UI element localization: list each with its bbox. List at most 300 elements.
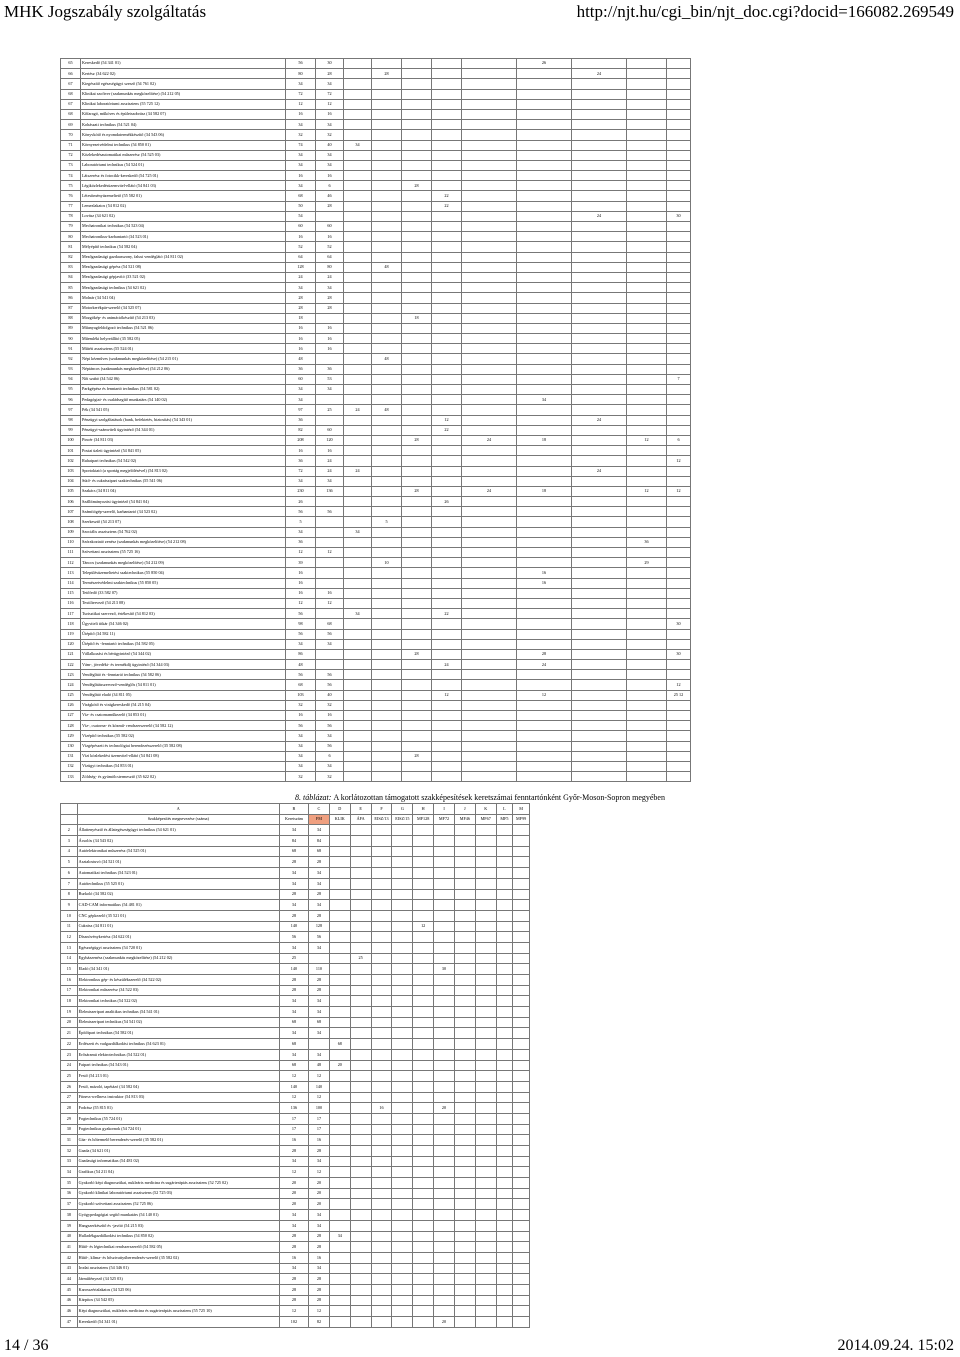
quota-cell	[434, 1167, 455, 1178]
column-header: MF46	[454, 814, 475, 825]
quota-cell	[667, 272, 691, 282]
quota-cell	[372, 140, 402, 150]
quota-cell	[475, 857, 496, 868]
quota-cell: 28	[286, 303, 316, 313]
quota-cell	[402, 629, 432, 639]
quota-cell	[372, 629, 402, 639]
table-row	[61, 517, 691, 527]
row-number: 38	[61, 1210, 78, 1221]
quota-cell	[667, 385, 691, 395]
quota-cell	[513, 1274, 530, 1285]
qualification-name: Mélyépítő technikus (54 582 04)	[81, 242, 286, 252]
quota-cell: 25	[316, 405, 344, 415]
quota-cell	[475, 1210, 496, 1221]
quota-cell: 34	[279, 1210, 308, 1221]
quota-cell	[413, 1252, 434, 1263]
table-row	[61, 1188, 530, 1199]
quota-cell: 24	[462, 435, 517, 445]
quota-cell	[475, 1156, 496, 1167]
quota-cell: 20	[309, 1178, 330, 1189]
quota-cell	[627, 181, 667, 191]
quota-cell: 12	[279, 1167, 308, 1178]
quota-cell	[667, 700, 691, 710]
quota-cell	[572, 395, 627, 405]
quota-cell: 136	[316, 486, 344, 496]
quota-cell	[627, 446, 667, 456]
quota-cell	[402, 446, 432, 456]
quota-cell	[350, 1220, 371, 1231]
quota-cell	[350, 1199, 371, 1210]
quota-cell	[434, 1071, 455, 1082]
table-row	[61, 232, 691, 242]
qualification-name: Női szabó (34 542 06)	[81, 374, 286, 384]
quota-cell	[572, 548, 627, 558]
quota-cell	[432, 670, 462, 680]
quota-cell	[462, 548, 517, 558]
quota-cell: 16	[286, 323, 316, 333]
quota-cell	[344, 435, 372, 445]
quota-cell	[316, 527, 344, 537]
row-number: 31	[61, 1135, 78, 1146]
quota-cell: 22	[432, 191, 462, 201]
quota-cell	[572, 201, 627, 211]
quota-cell	[329, 1252, 350, 1263]
quota-cell	[513, 1071, 530, 1082]
row-number: 46	[61, 1306, 78, 1317]
quota-cell	[462, 690, 517, 700]
qualification-name: Postai üzleti ügyintéző (54 841 05)	[81, 446, 286, 456]
row-number: 43	[61, 1263, 78, 1274]
quota-cell	[344, 568, 372, 578]
quota-cell	[667, 313, 691, 323]
quota-cell: 18	[286, 313, 316, 323]
table-row	[61, 222, 691, 232]
quota-cell	[667, 415, 691, 425]
quota-cell	[517, 211, 572, 221]
quota-cell: 84	[309, 836, 330, 847]
quota-cell	[627, 140, 667, 150]
quota-cell	[392, 900, 413, 911]
quota-cell: 68	[286, 191, 316, 201]
quota-cell	[475, 1007, 496, 1018]
qualification-name: Gyakorló képi diagnosztikai, nukleáris medicina és sugárterápiás asszisztens (52 725 02)	[77, 1178, 279, 1189]
qualification-name: Létesítményüzemeltető (55 582 01)	[81, 191, 286, 201]
quota-cell	[462, 160, 517, 170]
quota-cell	[432, 89, 462, 99]
qualification-name: Hangszerkészítő és -javító (54 215 03)	[77, 1220, 279, 1231]
table-row	[61, 975, 530, 986]
quota-cell	[350, 942, 371, 953]
quota-cell	[454, 900, 475, 911]
quota-cell	[627, 405, 667, 415]
quota-cell	[627, 313, 667, 323]
quota-cell: 34	[309, 1156, 330, 1167]
column-letter: D	[329, 804, 350, 815]
quota-cell	[513, 1124, 530, 1135]
quota-cell	[627, 171, 667, 181]
quota-cell	[316, 568, 344, 578]
quota-cell	[371, 1210, 392, 1221]
quota-cell	[402, 344, 432, 354]
quota-cell: 34	[279, 1220, 308, 1231]
quota-cell	[432, 741, 462, 751]
table-row	[61, 385, 691, 395]
quota-cell	[413, 1220, 434, 1231]
quota-cell	[513, 1060, 530, 1071]
row-number: 111	[61, 548, 81, 558]
quota-cell	[372, 497, 402, 507]
quota-cell	[402, 660, 432, 670]
quota-cell	[372, 609, 402, 619]
table-row	[61, 942, 530, 953]
quota-cell	[344, 629, 372, 639]
qualification-name: Ruhaipari technikus (54 542 02)	[81, 456, 286, 466]
quota-cell	[667, 191, 691, 201]
quota-cell: 16	[286, 344, 316, 354]
quota-cell	[627, 629, 667, 639]
quota-cell	[475, 1039, 496, 1050]
quota-cell: 140	[279, 1081, 308, 1092]
quota-cell	[667, 751, 691, 761]
quota-cell	[454, 1113, 475, 1124]
quota-cell	[402, 89, 432, 99]
quota-cell: 34	[286, 751, 316, 761]
quota-cell: 12	[627, 435, 667, 445]
row-number: 110	[61, 537, 81, 547]
quota-cell	[517, 527, 572, 537]
column-letter: C	[309, 804, 330, 815]
quota-cell	[462, 476, 517, 486]
quota-cell	[372, 578, 402, 588]
quota-cell: 68	[279, 846, 308, 857]
quota-cell	[496, 1252, 513, 1263]
row-number: 102	[61, 456, 81, 466]
table-row	[61, 405, 691, 415]
quota-cell	[454, 1017, 475, 1028]
quota-cell	[434, 1306, 455, 1317]
quota-cell: 39	[286, 558, 316, 568]
quota-cell	[496, 985, 513, 996]
table-row	[61, 996, 530, 1007]
row-number: 84	[61, 272, 81, 282]
quota-cell: 16	[316, 446, 344, 456]
quota-cell	[350, 1317, 371, 1328]
quota-cell	[462, 588, 517, 598]
quota-cell	[402, 354, 432, 364]
quota-cell	[462, 598, 517, 608]
table-row	[61, 1167, 530, 1178]
quota-cell	[371, 1188, 392, 1199]
quota-cell	[462, 232, 517, 242]
quota-cell: 34	[316, 731, 344, 741]
quota-cell	[432, 130, 462, 140]
qualification-name: Elektronikai műszerész (34 522 03)	[77, 985, 279, 996]
quota-cell	[517, 517, 572, 527]
quota-cell	[627, 364, 667, 374]
quota-cell: 34	[286, 181, 316, 191]
quota-cell	[344, 660, 372, 670]
column-letter: G	[392, 804, 413, 815]
quota-cell	[344, 222, 372, 232]
quota-cell	[316, 354, 344, 364]
row-number: 93	[61, 364, 81, 374]
quota-cell	[329, 1135, 350, 1146]
table-row	[61, 456, 691, 466]
quota-cell	[454, 942, 475, 953]
quota-cell	[572, 99, 627, 109]
quota-cell	[413, 1210, 434, 1221]
quota-cell	[350, 1263, 371, 1274]
table-row	[61, 1049, 530, 1060]
quota-cell	[371, 996, 392, 1007]
quota-cell	[496, 1263, 513, 1274]
table-row	[61, 211, 691, 221]
quota-cell	[454, 1220, 475, 1231]
quota-cell	[517, 222, 572, 232]
quota-cell	[517, 232, 572, 242]
column-letter-row	[61, 804, 530, 815]
quota-cell	[667, 354, 691, 364]
quota-cell	[627, 395, 667, 405]
quota-cell: 102	[279, 1317, 308, 1328]
quota-cell	[372, 323, 402, 333]
quota-cell: 128	[286, 262, 316, 272]
quota-cell	[517, 598, 572, 608]
quota-cell: 56	[286, 507, 316, 517]
quota-cell: 52	[286, 242, 316, 252]
quota-cell	[372, 476, 402, 486]
quota-cell	[432, 160, 462, 170]
quota-cell	[627, 323, 667, 333]
quota-cell	[344, 670, 372, 680]
quota-cell	[572, 670, 627, 680]
qualification-name: Molnár (34 541 04)	[81, 293, 286, 303]
quota-cell	[627, 751, 667, 761]
quota-cell: 110	[309, 964, 330, 975]
quota-cell	[372, 568, 402, 578]
quota-cell	[517, 140, 572, 150]
table-row	[61, 466, 691, 476]
qualification-name: Vendéglátó eladó (34 811 05)	[81, 690, 286, 700]
qualification-name: Víz- és csatornaműkezelő (34 853 01)	[81, 711, 286, 721]
row-number: 83	[61, 262, 81, 272]
quota-cell	[462, 222, 517, 232]
quota-cell	[350, 1242, 371, 1253]
quota-cell	[329, 942, 350, 953]
qualification-name: Sütő- és cukrászipari szaktechnikus (55 541 06)	[81, 476, 286, 486]
quota-cell	[344, 79, 372, 89]
table-row	[61, 79, 691, 89]
quota-cell	[432, 109, 462, 119]
quota-cell	[434, 1220, 455, 1231]
row-number: 80	[61, 232, 81, 242]
quota-cell: 56	[316, 741, 344, 751]
quota-cell: 34	[316, 79, 344, 89]
column-letter: I	[434, 804, 455, 815]
quota-cell	[667, 741, 691, 751]
quota-cell	[371, 1167, 392, 1178]
quota-cell	[372, 466, 402, 476]
quota-cell	[517, 130, 572, 140]
row-number: 25	[61, 1071, 78, 1082]
quota-cell	[462, 242, 517, 252]
quota-cell	[402, 334, 432, 344]
quota-cell	[329, 1028, 350, 1039]
quota-cell	[517, 609, 572, 619]
quota-cell: 34	[309, 1220, 330, 1231]
quota-cell	[462, 415, 517, 425]
row-number: 129	[61, 731, 81, 741]
quota-cell	[513, 1007, 530, 1018]
qualification-name: Kohászati technikus (54 521 04)	[81, 120, 286, 130]
table-row	[61, 527, 691, 537]
quota-cell: 34	[309, 1007, 330, 1018]
quota-cell	[475, 1295, 496, 1306]
quota-cell: 12	[667, 680, 691, 690]
quota-cell	[413, 900, 434, 911]
quota-cell	[372, 537, 402, 547]
quota-cell	[402, 537, 432, 547]
quota-cell	[350, 1103, 371, 1114]
quota-cell	[627, 497, 667, 507]
quota-cell: 56	[316, 629, 344, 639]
quota-cell	[667, 711, 691, 721]
quota-cell	[344, 486, 372, 496]
quota-cell	[572, 89, 627, 99]
quota-cell	[627, 303, 667, 313]
row-number: 124	[61, 680, 81, 690]
quota-cell: 36	[627, 537, 667, 547]
quota-cell	[372, 527, 402, 537]
quota-cell: 20	[309, 1188, 330, 1199]
quota-cell	[392, 1028, 413, 1039]
quota-cell	[402, 721, 432, 731]
table-row	[61, 932, 530, 943]
table-row	[61, 1317, 530, 1328]
quota-cell	[454, 1178, 475, 1189]
qualification-name: Erdészeti és vadgazdálkodási technikus (54 623 01)	[77, 1039, 279, 1050]
qualification-name: Útépítő (34 582 11)	[81, 629, 286, 639]
quota-cell	[392, 868, 413, 879]
quota-cell	[517, 700, 572, 710]
quota-cell	[402, 99, 432, 109]
quota-cell	[350, 1146, 371, 1157]
quota-cell	[667, 527, 691, 537]
quota-cell	[667, 425, 691, 435]
quota-cell	[432, 639, 462, 649]
quota-cell	[454, 921, 475, 932]
quota-cell	[371, 1092, 392, 1103]
quota-cell	[517, 741, 572, 751]
quota-cell	[572, 761, 627, 771]
quota-cell	[513, 836, 530, 847]
quota-cell	[462, 79, 517, 89]
row-number: 87	[61, 303, 81, 313]
quota-cell: 16	[316, 711, 344, 721]
row-number: 70	[61, 130, 81, 140]
quota-cell	[475, 1071, 496, 1082]
qualification-name: Kiegészítő egészségügyi szerző (54 761 02)	[81, 79, 286, 89]
quota-cell	[392, 1220, 413, 1231]
quota-cell	[344, 323, 372, 333]
quota-cell: 16	[286, 578, 316, 588]
qualification-name: Erősáramú elektrotechnikus (54 522 01)	[77, 1049, 279, 1060]
quota-cell	[462, 700, 517, 710]
quota-cell	[344, 690, 372, 700]
quota-cell	[316, 649, 344, 659]
quota-cell	[454, 932, 475, 943]
quota-cell	[329, 889, 350, 900]
quota-cell	[350, 900, 371, 911]
quota-cell	[402, 252, 432, 262]
qualification-name: Lemezlakatos (54 812 02)	[81, 201, 286, 211]
quota-cell	[667, 59, 691, 69]
quota-cell	[413, 964, 434, 975]
quota-cell	[513, 996, 530, 1007]
quota-cell	[454, 1007, 475, 1018]
quota-cell	[432, 435, 462, 445]
quota-cell	[496, 1113, 513, 1124]
quota-cell	[372, 711, 402, 721]
quota-cell: 30	[667, 211, 691, 221]
quota-cell	[392, 1199, 413, 1210]
table-caption	[0, 793, 960, 802]
quota-cell	[572, 425, 627, 435]
quota-cell	[517, 476, 572, 486]
quota-cell	[667, 150, 691, 160]
row-number: 30	[61, 1124, 78, 1135]
quota-cell	[434, 1081, 455, 1092]
column-letter: L	[496, 804, 513, 815]
column-letter: E	[350, 804, 371, 815]
quota-cell	[667, 446, 691, 456]
site-title: MHK Jogszabály szolgáltatás	[4, 2, 207, 21]
qualification-name: Szakács (34 811 04)	[81, 486, 286, 496]
quota-cell	[371, 878, 392, 889]
quota-cell	[402, 232, 432, 242]
quota-cell: 74	[286, 140, 316, 150]
row-number: 15	[61, 964, 78, 975]
row-number: 9	[61, 900, 78, 911]
qualification-name: Látszerész és fotocikk-kereskedő (54 725 01)	[81, 171, 286, 181]
row-number: 128	[61, 721, 81, 731]
quota-cell	[513, 878, 530, 889]
quota-cell	[667, 761, 691, 771]
qualification-name: Gáz- és hőtermelő berendezés-szerelő (35 582 01)	[77, 1135, 279, 1146]
quota-cell	[572, 588, 627, 598]
quota-cell	[413, 1060, 434, 1071]
quota-cell: 34	[286, 385, 316, 395]
quota-cell: 60	[316, 222, 344, 232]
column-header: FM	[309, 814, 330, 825]
quota-cell: 24	[572, 415, 627, 425]
quota-cell	[350, 878, 371, 889]
row-number: 103	[61, 466, 81, 476]
quota-cell	[462, 446, 517, 456]
document-url[interactable]: http://njt.hu/cgi_bin/njt_doc.cgi?docid=166082.269549	[576, 2, 954, 21]
quota-cell: 10	[372, 558, 402, 568]
quota-cell	[392, 1113, 413, 1124]
qualification-name: Elektronikus gép- és készülékszerelő (34 522 02)	[77, 975, 279, 986]
quota-cell	[627, 262, 667, 272]
quota-cell	[329, 1007, 350, 1018]
row-number: 2	[61, 825, 78, 836]
quota-cell	[454, 1295, 475, 1306]
quota-cell	[371, 1263, 392, 1274]
quota-cell	[627, 344, 667, 354]
quota-cell	[350, 975, 371, 986]
quota-cell: 34	[279, 996, 308, 1007]
